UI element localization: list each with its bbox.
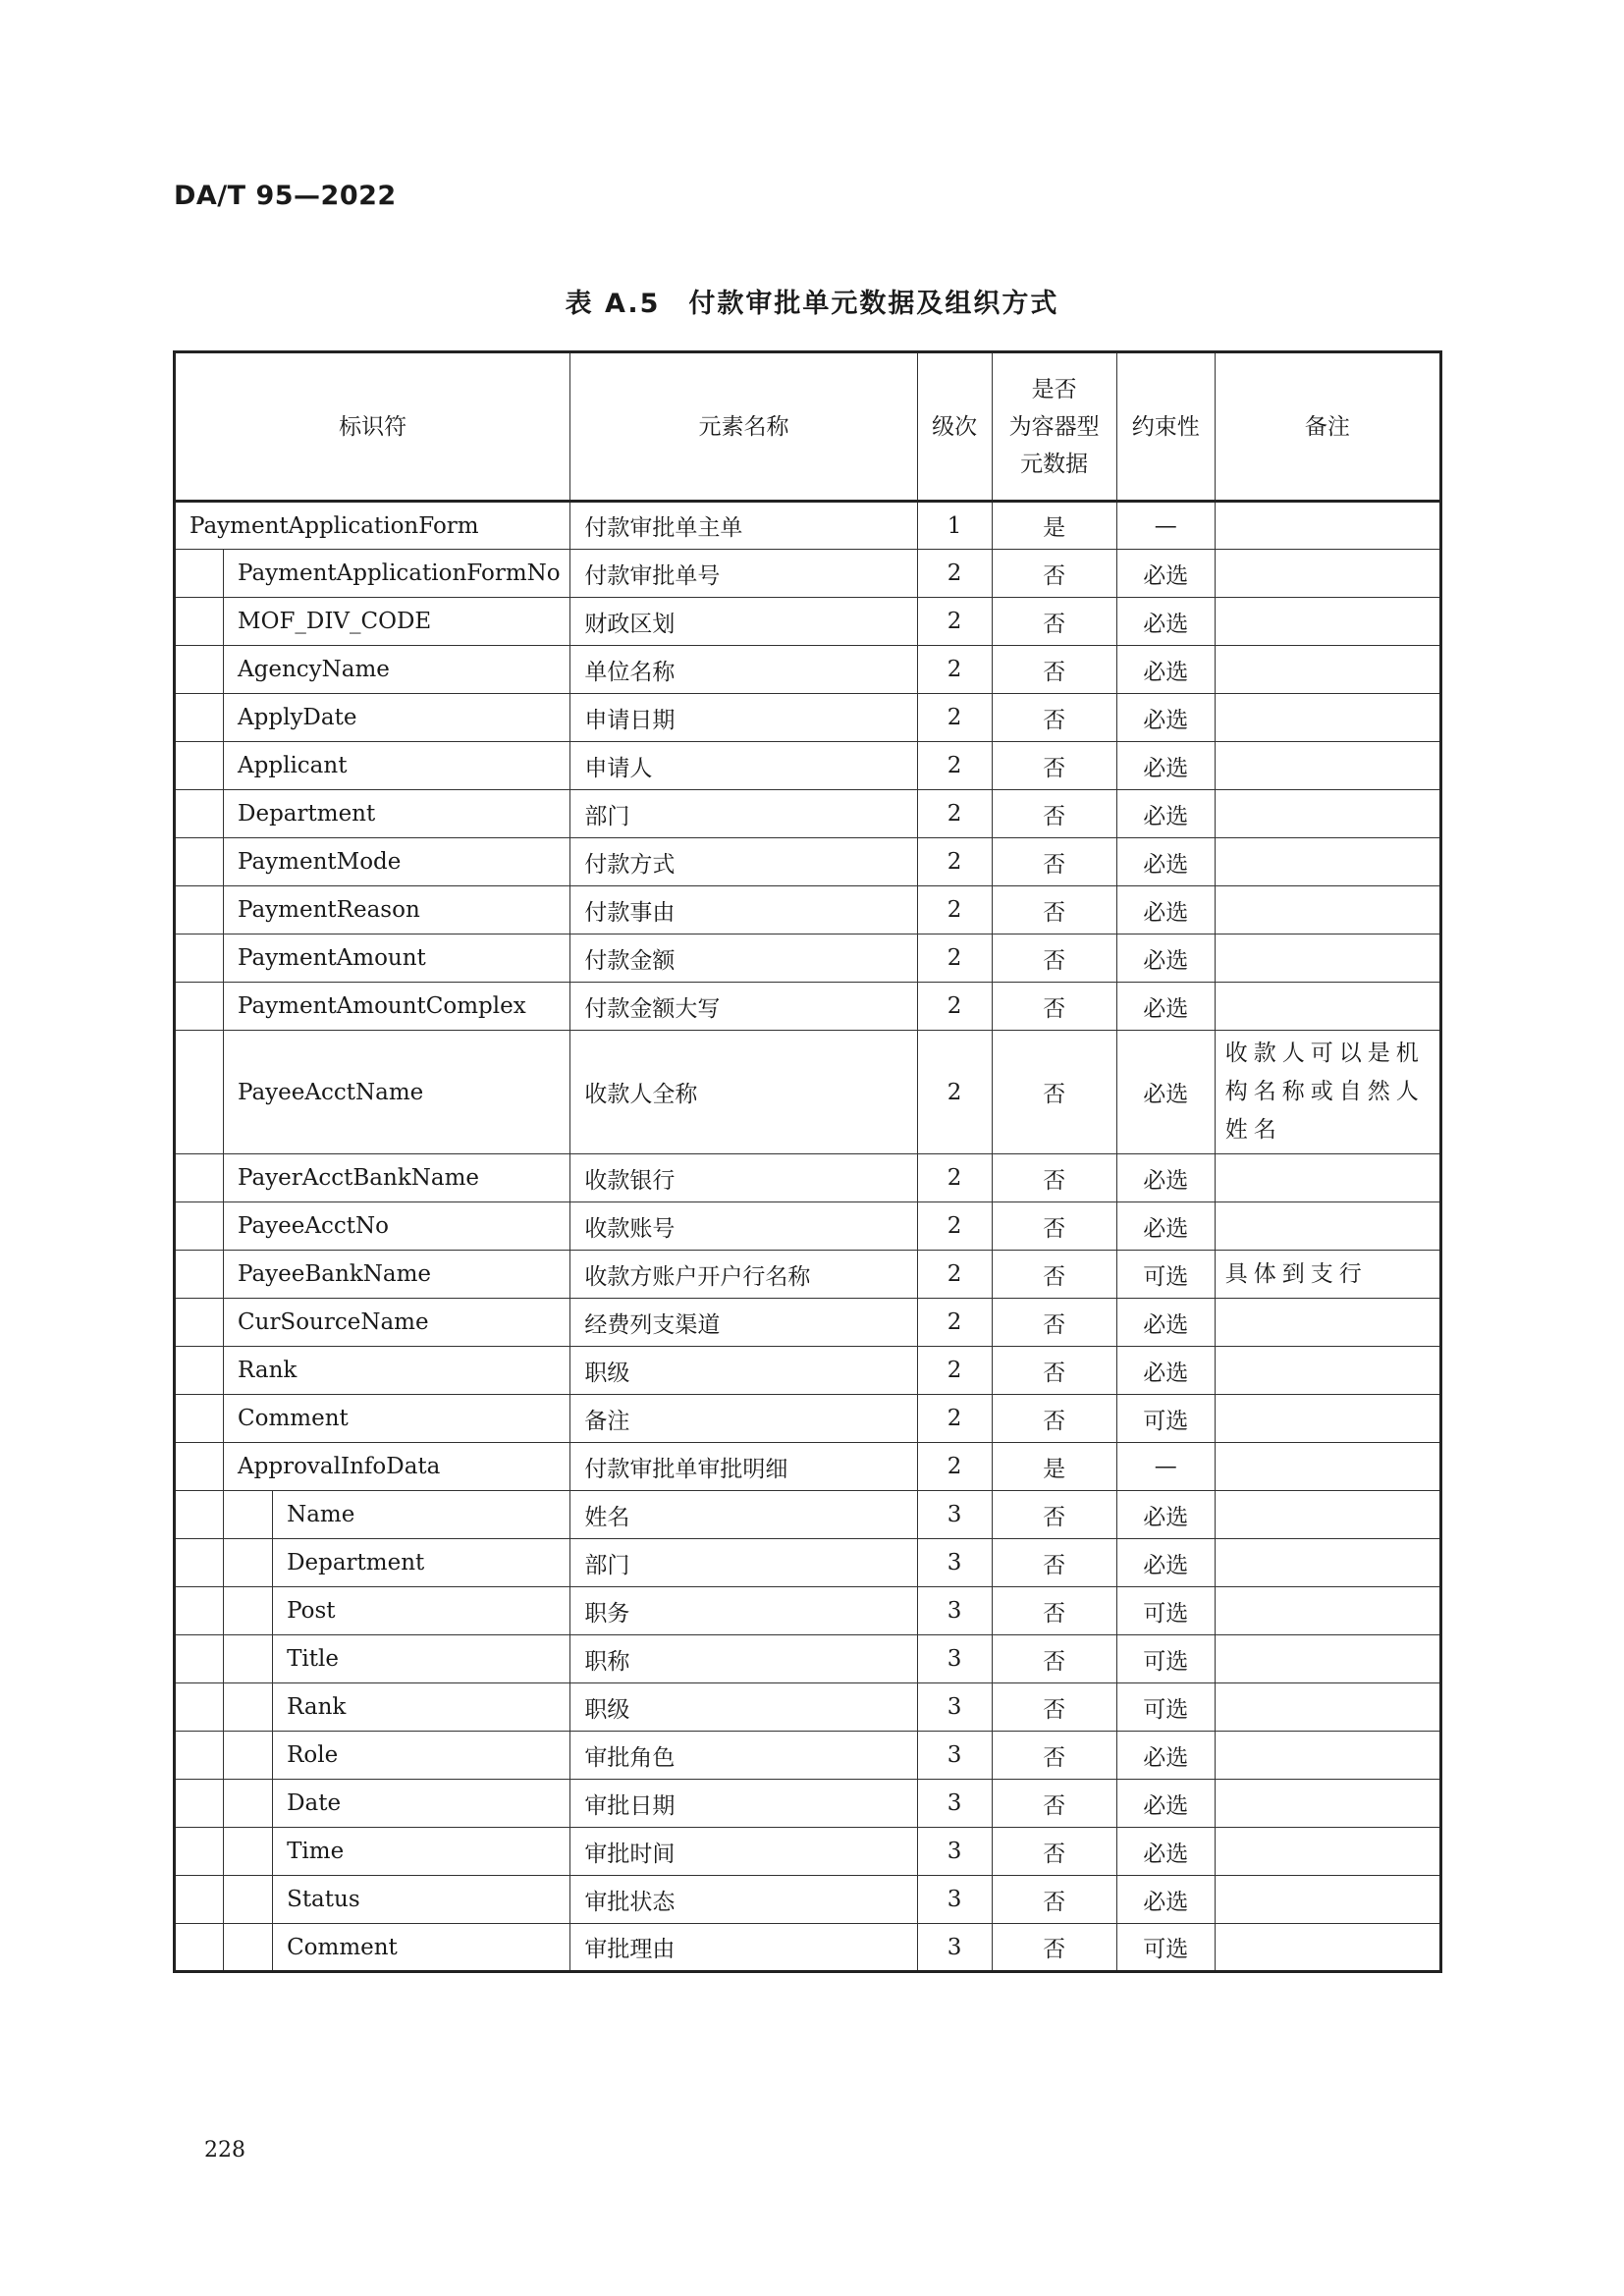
cell-identifier: Department: [224, 790, 570, 838]
indent-cell: [175, 838, 224, 886]
cell-remark: [1215, 1443, 1440, 1491]
table-row: [175, 1683, 1441, 1732]
indent-cell: [224, 1635, 273, 1683]
indent-cell: [224, 1828, 273, 1876]
cell-identifier: Department: [273, 1539, 570, 1587]
cell-level: 1: [917, 502, 992, 550]
cell-constraint: 必选: [1116, 1299, 1215, 1347]
header-container-line: 为容器型: [1008, 413, 1100, 440]
table-row: [175, 550, 1441, 598]
cell-element-name: 收款银行: [570, 1154, 917, 1202]
indent-cell: [175, 1635, 224, 1683]
cell-constraint: 必选: [1116, 598, 1215, 646]
table-row: [175, 983, 1441, 1031]
cell-remark: [1215, 1924, 1440, 1972]
cell-container: 否: [992, 1491, 1116, 1539]
cell-level: 3: [917, 1780, 992, 1828]
cell-level: 2: [917, 1031, 992, 1154]
cell-element-name: 审批理由: [570, 1924, 917, 1972]
cell-constraint: 可选: [1116, 1683, 1215, 1732]
cell-identifier: Post: [273, 1587, 570, 1635]
cell-level: 2: [917, 1202, 992, 1251]
table-row: [175, 1395, 1441, 1443]
cell-element-name: 职务: [570, 1587, 917, 1635]
cell-identifier: Time: [273, 1828, 570, 1876]
cell-container: 否: [992, 1299, 1116, 1347]
cell-remark: [1215, 886, 1440, 934]
cell-container: 否: [992, 1828, 1116, 1876]
cell-element-name: 审批时间: [570, 1828, 917, 1876]
cell-remark: [1215, 790, 1440, 838]
cell-container: 否: [992, 598, 1116, 646]
indent-cell: [175, 1828, 224, 1876]
table-row: [175, 598, 1441, 646]
cell-constraint: 必选: [1116, 1780, 1215, 1828]
cell-element-name: 申请人: [570, 742, 917, 790]
indent-cell: [175, 1491, 224, 1539]
cell-container: 否: [992, 790, 1116, 838]
cell-level: 2: [917, 694, 992, 742]
cell-element-name: 付款金额大写: [570, 983, 917, 1031]
cell-identifier: Comment: [224, 1395, 570, 1443]
cell-remark: [1215, 934, 1440, 983]
cell-identifier: Name: [273, 1491, 570, 1539]
indent-cell: [224, 1491, 273, 1539]
cell-container: 否: [992, 550, 1116, 598]
cell-identifier: Status: [273, 1876, 570, 1924]
header-container-line: 是否: [1031, 376, 1077, 402]
cell-level: 2: [917, 886, 992, 934]
indent-cell: [175, 1443, 224, 1491]
cell-element-name: 付款审批单号: [570, 550, 917, 598]
indent-cell: [224, 1924, 273, 1972]
cell-container: 否: [992, 1202, 1116, 1251]
cell-constraint: 可选: [1116, 1587, 1215, 1635]
table-row: [175, 1732, 1441, 1780]
cell-container: 否: [992, 1539, 1116, 1587]
cell-level: 2: [917, 1154, 992, 1202]
cell-identifier: Date: [273, 1780, 570, 1828]
cell-constraint: 必选: [1116, 742, 1215, 790]
table-row: [175, 838, 1441, 886]
cell-remark: [1215, 1202, 1440, 1251]
cell-constraint: 可选: [1116, 1924, 1215, 1972]
cell-identifier: PaymentReason: [224, 886, 570, 934]
cell-constraint: 可选: [1116, 1635, 1215, 1683]
cell-container: 否: [992, 694, 1116, 742]
cell-identifier: ApplyDate: [224, 694, 570, 742]
cell-constraint: 必选: [1116, 1202, 1215, 1251]
indent-cell: [175, 886, 224, 934]
indent-cell: [224, 1683, 273, 1732]
table-row: [175, 502, 1441, 550]
cell-container: 否: [992, 742, 1116, 790]
cell-level: 2: [917, 1395, 992, 1443]
cell-container: 是: [992, 502, 1116, 550]
cell-element-name: 部门: [570, 1539, 917, 1587]
indent-cell: [175, 1924, 224, 1972]
cell-remark: [1215, 1587, 1440, 1635]
cell-element-name: 审批日期: [570, 1780, 917, 1828]
cell-container: 否: [992, 1732, 1116, 1780]
cell-container: 是: [992, 1443, 1116, 1491]
cell-remark: [1215, 1347, 1440, 1395]
table-row: [175, 1828, 1441, 1876]
cell-remark: [1215, 1299, 1440, 1347]
cell-element-name: 付款金额: [570, 934, 917, 983]
cell-constraint: 必选: [1116, 1539, 1215, 1587]
cell-element-name: 收款人全称: [570, 1031, 917, 1154]
cell-constraint: 必选: [1116, 1876, 1215, 1924]
cell-container: 否: [992, 983, 1116, 1031]
cell-element-name: 收款方账户开户行名称: [570, 1251, 917, 1299]
cell-constraint: 必选: [1116, 1031, 1215, 1154]
cell-level: 2: [917, 598, 992, 646]
cell-remark: [1215, 1732, 1440, 1780]
cell-remark: [1215, 646, 1440, 694]
cell-level: 3: [917, 1539, 992, 1587]
table-title: 表 A.5 付款审批单元数据及组织方式: [565, 289, 1059, 319]
indent-cell: [175, 934, 224, 983]
cell-level: 3: [917, 1732, 992, 1780]
table-row: [175, 1347, 1441, 1395]
cell-identifier: Rank: [224, 1347, 570, 1395]
cell-element-name: 付款审批单审批明细: [570, 1443, 917, 1491]
indent-cell: [224, 1539, 273, 1587]
cell-level: 2: [917, 1443, 992, 1491]
cell-remark: [1215, 1780, 1440, 1828]
cell-remark: 具体到支行: [1215, 1251, 1440, 1299]
cell-container: 否: [992, 646, 1116, 694]
indent-cell: [175, 1299, 224, 1347]
indent-cell: [175, 1732, 224, 1780]
cell-identifier: PaymentAmountComplex: [224, 983, 570, 1031]
indent-cell: [175, 1876, 224, 1924]
indent-cell: [175, 1031, 224, 1154]
header-container-line: 元数据: [1020, 451, 1089, 477]
cell-element-name: 财政区划: [570, 598, 917, 646]
cell-container: 否: [992, 838, 1116, 886]
table-row: [175, 646, 1441, 694]
table-row: [175, 1251, 1441, 1299]
indent-cell: [175, 694, 224, 742]
cell-identifier: PaymentApplicationForm: [175, 502, 570, 550]
table-row: [175, 934, 1441, 983]
indent-cell: [175, 1154, 224, 1202]
cell-remark: [1215, 694, 1440, 742]
cell-element-name: 姓名: [570, 1491, 917, 1539]
cell-level: 2: [917, 790, 992, 838]
cell-remark: [1215, 1395, 1440, 1443]
cell-level: 2: [917, 742, 992, 790]
document-code: DA/T 95—2022: [174, 181, 397, 211]
cell-container: 否: [992, 1780, 1116, 1828]
cell-container: 否: [992, 1587, 1116, 1635]
cell-identifier: PayeeAcctNo: [224, 1202, 570, 1251]
cell-constraint: 必选: [1116, 934, 1215, 983]
cell-container: 否: [992, 1876, 1116, 1924]
cell-container: 否: [992, 1154, 1116, 1202]
indent-cell: [224, 1780, 273, 1828]
cell-remark: [1215, 1539, 1440, 1587]
cell-element-name: 付款审批单主单: [570, 502, 917, 550]
table-row: [175, 694, 1441, 742]
cell-level: 3: [917, 1876, 992, 1924]
cell-constraint: 必选: [1116, 1347, 1215, 1395]
cell-identifier: AgencyName: [224, 646, 570, 694]
cell-container: 否: [992, 886, 1116, 934]
indent-cell: [175, 1395, 224, 1443]
cell-remark: [1215, 838, 1440, 886]
cell-container: 否: [992, 1251, 1116, 1299]
cell-identifier: PaymentMode: [224, 838, 570, 886]
cell-constraint: 必选: [1116, 550, 1215, 598]
cell-container: 否: [992, 1683, 1116, 1732]
cell-element-name: 审批状态: [570, 1876, 917, 1924]
cell-constraint: 必选: [1116, 1491, 1215, 1539]
indent-cell: [175, 983, 224, 1031]
indent-cell: [175, 1683, 224, 1732]
cell-remark: [1215, 1491, 1440, 1539]
cell-remark: [1215, 742, 1440, 790]
cell-level: 3: [917, 1828, 992, 1876]
cell-level: 2: [917, 1347, 992, 1395]
cell-constraint: 可选: [1116, 1251, 1215, 1299]
cell-element-name: 审批角色: [570, 1732, 917, 1780]
table-row: [175, 1491, 1441, 1539]
cell-identifier: ApprovalInfoData: [224, 1443, 570, 1491]
cell-remark: [1215, 983, 1440, 1031]
indent-cell: [175, 1202, 224, 1251]
cell-remark: [1215, 550, 1440, 598]
cell-level: 3: [917, 1683, 992, 1732]
cell-remark: [1215, 1828, 1440, 1876]
cell-constraint: 必选: [1116, 646, 1215, 694]
cell-identifier: MOF_DIV_CODE: [224, 598, 570, 646]
cell-remark: [1215, 1876, 1440, 1924]
table-row: [175, 1154, 1441, 1202]
table-row: [175, 1635, 1441, 1683]
cell-remark: [1215, 1683, 1440, 1732]
indent-cell: [224, 1587, 273, 1635]
cell-element-name: 付款事由: [570, 886, 917, 934]
cell-level: 2: [917, 983, 992, 1031]
indent-cell: [224, 1732, 273, 1780]
cell-remark: [1215, 1154, 1440, 1202]
cell-level: 2: [917, 838, 992, 886]
cell-element-name: 付款方式: [570, 838, 917, 886]
table-header-row: [175, 352, 1441, 502]
indent-cell: [224, 1876, 273, 1924]
cell-identifier: PayerAcctBankName: [224, 1154, 570, 1202]
cell-identifier: PayeeBankName: [224, 1251, 570, 1299]
cell-element-name: 职级: [570, 1347, 917, 1395]
cell-level: 3: [917, 1635, 992, 1683]
indent-cell: [175, 1347, 224, 1395]
cell-constraint: 必选: [1116, 1154, 1215, 1202]
cell-container: 否: [992, 1635, 1116, 1683]
cell-identifier: Applicant: [224, 742, 570, 790]
cell-element-name: 备注: [570, 1395, 917, 1443]
cell-identifier: CurSourceName: [224, 1299, 570, 1347]
cell-constraint: 必选: [1116, 1828, 1215, 1876]
cell-container: 否: [992, 1031, 1116, 1154]
header-constraint: 约束性: [1116, 352, 1215, 502]
cell-constraint: 必选: [1116, 694, 1215, 742]
table-row: [175, 742, 1441, 790]
cell-element-name: 收款账号: [570, 1202, 917, 1251]
cell-level: 3: [917, 1924, 992, 1972]
table-row: [175, 790, 1441, 838]
header-container: [992, 352, 1116, 502]
cell-remark: [1215, 1635, 1440, 1683]
cell-element-name: 职称: [570, 1635, 917, 1683]
cell-remark: [1215, 502, 1440, 550]
cell-identifier: PaymentApplicationFormNo: [224, 550, 570, 598]
cell-container: 否: [992, 1395, 1116, 1443]
cell-remark: 收款人可以是机构名称或自然人姓名: [1215, 1031, 1440, 1154]
table-row: [175, 1299, 1441, 1347]
indent-cell: [175, 1587, 224, 1635]
indent-cell: [175, 646, 224, 694]
table-body: [175, 502, 1441, 1972]
cell-constraint: 必选: [1116, 1732, 1215, 1780]
page-number: 228: [204, 2138, 245, 2163]
cell-constraint: —: [1116, 502, 1215, 550]
cell-level: 2: [917, 1299, 992, 1347]
cell-container: 否: [992, 1347, 1116, 1395]
cell-level: 2: [917, 550, 992, 598]
table-row: [175, 1876, 1441, 1924]
table-row: [175, 1539, 1441, 1587]
metadata-table: [173, 350, 1442, 1973]
cell-identifier: Role: [273, 1732, 570, 1780]
indent-cell: [175, 1251, 224, 1299]
cell-level: 2: [917, 1251, 992, 1299]
indent-cell: [175, 550, 224, 598]
cell-element-name: 经费列支渠道: [570, 1299, 917, 1347]
table-row: [175, 1202, 1441, 1251]
indent-cell: [175, 1539, 224, 1587]
table-row: [175, 1924, 1441, 1972]
cell-identifier: PaymentAmount: [224, 934, 570, 983]
cell-constraint: 可选: [1116, 1395, 1215, 1443]
header-level: 级次: [917, 352, 992, 502]
cell-constraint: 必选: [1116, 983, 1215, 1031]
header-identifier: 标识符: [175, 352, 570, 502]
header-remark: 备注: [1215, 352, 1440, 502]
header-element-name: 元素名称: [570, 352, 917, 502]
cell-constraint: 必选: [1116, 838, 1215, 886]
cell-level: 3: [917, 1491, 992, 1539]
cell-identifier: PayeeAcctName: [224, 1031, 570, 1154]
cell-identifier: Comment: [273, 1924, 570, 1972]
cell-identifier: Rank: [273, 1683, 570, 1732]
cell-element-name: 申请日期: [570, 694, 917, 742]
table-row: [175, 1443, 1441, 1491]
cell-constraint: —: [1116, 1443, 1215, 1491]
cell-element-name: 部门: [570, 790, 917, 838]
cell-element-name: 职级: [570, 1683, 917, 1732]
cell-constraint: 必选: [1116, 790, 1215, 838]
table-row: [175, 1587, 1441, 1635]
table-row: [175, 886, 1441, 934]
indent-cell: [175, 598, 224, 646]
cell-level: 2: [917, 646, 992, 694]
cell-level: 3: [917, 1587, 992, 1635]
cell-container: 否: [992, 934, 1116, 983]
table-row: [175, 1780, 1441, 1828]
cell-container: 否: [992, 1924, 1116, 1972]
cell-constraint: 必选: [1116, 886, 1215, 934]
cell-identifier: Title: [273, 1635, 570, 1683]
cell-remark: [1215, 598, 1440, 646]
cell-level: 2: [917, 934, 992, 983]
table-row: [175, 1031, 1441, 1154]
cell-element-name: 单位名称: [570, 646, 917, 694]
indent-cell: [175, 1780, 224, 1828]
indent-cell: [175, 790, 224, 838]
indent-cell: [175, 742, 224, 790]
